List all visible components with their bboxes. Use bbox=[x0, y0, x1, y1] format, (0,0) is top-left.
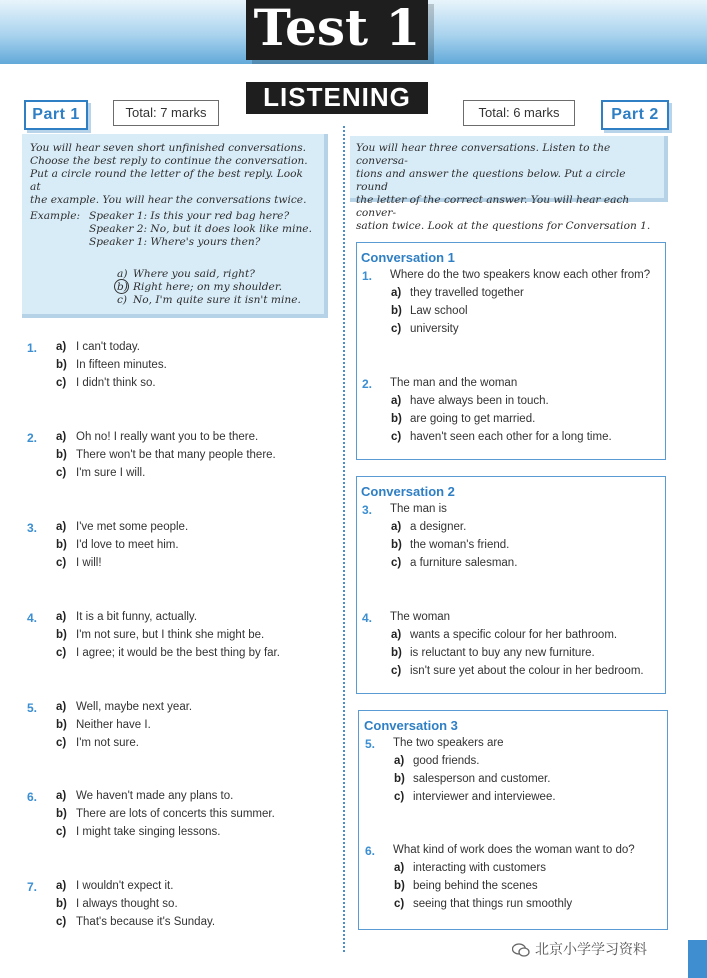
question-text: Where do the two speakers know each other from? bbox=[390, 269, 651, 281]
question-number: 2. bbox=[362, 377, 373, 391]
option-text: I can't today. bbox=[76, 341, 140, 353]
option-text: interacting with customers bbox=[413, 862, 546, 874]
option-text: university bbox=[410, 323, 459, 335]
option-letter[interactable]: b) bbox=[394, 880, 405, 892]
option-letter[interactable]: a) bbox=[56, 431, 67, 443]
option-letter[interactable]: b) bbox=[391, 305, 402, 317]
column-divider bbox=[343, 126, 345, 952]
option-letter[interactable]: c) bbox=[56, 737, 67, 749]
option-text: haven't seen each other for a long time. bbox=[410, 431, 612, 443]
instruction-line: sation twice. Look at the questions for Conversation 1. bbox=[356, 220, 651, 232]
instruction-line: You will hear three conversations. Listen to the conversa- bbox=[356, 142, 611, 167]
option-text: wants a specific colour for her bathroom. bbox=[410, 629, 618, 641]
option-text: being behind the scenes bbox=[413, 880, 538, 892]
option-letter[interactable]: b) bbox=[56, 359, 67, 371]
wechat-icon bbox=[512, 943, 530, 957]
option-letter[interactable]: c) bbox=[56, 557, 67, 569]
example-option-text: Where you said, right? bbox=[133, 268, 255, 280]
answer-circle-mark bbox=[114, 279, 129, 294]
watermark bbox=[512, 934, 702, 964]
option-letter[interactable]: c) bbox=[56, 467, 67, 479]
option-text: I'd love to meet him. bbox=[76, 539, 179, 551]
example-option-text: No, I'm quite sure it isn't mine. bbox=[133, 294, 301, 306]
option-letter[interactable]: b) bbox=[56, 539, 67, 551]
part2-label: Part 2 bbox=[601, 100, 669, 130]
example-option-letter: a) bbox=[117, 268, 128, 280]
option-letter[interactable]: c) bbox=[394, 791, 405, 803]
option-text: I always thought so. bbox=[76, 898, 178, 910]
option-letter[interactable]: a) bbox=[56, 611, 67, 623]
conversation-title: Conversation 3 bbox=[364, 718, 458, 733]
example-line: Speaker 1: Is this your red bag here? bbox=[89, 210, 290, 222]
option-text: Law school bbox=[410, 305, 468, 317]
option-text: good friends. bbox=[413, 755, 480, 767]
option-letter[interactable]: a) bbox=[394, 755, 405, 767]
option-letter[interactable]: a) bbox=[56, 701, 67, 713]
option-text: have always been in touch. bbox=[410, 395, 549, 407]
option-letter[interactable]: b) bbox=[56, 719, 67, 731]
option-letter[interactable]: c) bbox=[391, 323, 402, 335]
option-text: Well, maybe next year. bbox=[76, 701, 193, 713]
option-text: There are lots of concerts this summer. bbox=[76, 808, 275, 820]
option-text: I didn't think so. bbox=[76, 377, 156, 389]
option-text: That's because it's Sunday. bbox=[76, 916, 216, 928]
option-text: is reluctant to buy any new furniture. bbox=[410, 647, 595, 659]
option-text: There won't be that many people there. bbox=[76, 449, 276, 461]
option-letter[interactable]: a) bbox=[56, 341, 67, 353]
option-text: are going to get married. bbox=[410, 413, 536, 425]
option-letter[interactable]: a) bbox=[391, 395, 402, 407]
question-number: 2. bbox=[27, 431, 38, 445]
option-text: I might take singing lessons. bbox=[76, 826, 221, 838]
option-text: I agree; it would be the best thing by far. bbox=[76, 647, 280, 659]
option-text: a designer. bbox=[410, 521, 467, 533]
instruction-line: Put a circle round the letter of the best reply. Look at bbox=[30, 168, 303, 193]
instruction-line: You will hear seven short unfinished conversations. bbox=[30, 142, 307, 154]
question-text: The two speakers are bbox=[393, 737, 504, 749]
option-text: I'm sure I will. bbox=[76, 467, 146, 479]
example-option-letter: c) bbox=[117, 294, 128, 306]
question-number: 6. bbox=[27, 790, 38, 804]
example-line: Speaker 2: No, but it does look like mine. bbox=[89, 223, 312, 235]
section-title: LISTENING bbox=[246, 82, 428, 114]
option-text: they travelled together bbox=[410, 287, 524, 299]
test-title: Test 1 bbox=[246, 0, 428, 60]
option-letter[interactable]: b) bbox=[56, 629, 67, 641]
part2-total: Total: 6 marks bbox=[463, 100, 575, 126]
question-number: 7. bbox=[27, 880, 38, 894]
option-letter[interactable]: a) bbox=[56, 880, 67, 892]
instruction-line: the letter of the correct answer. You will hear each conver- bbox=[356, 194, 630, 219]
conversation-title: Conversation 1 bbox=[361, 250, 455, 265]
instruction-line: Choose the best reply to continue the conversation. bbox=[30, 155, 308, 167]
question-number: 4. bbox=[362, 611, 373, 625]
part1-label: Part 1 bbox=[24, 100, 88, 130]
instruction-line: tions and answer the questions below. Put a circle round bbox=[356, 168, 626, 193]
option-text: I'm not sure, but I think she might be. bbox=[76, 629, 265, 641]
question-number: 1. bbox=[362, 269, 373, 283]
example-option-letter: b) bbox=[117, 281, 128, 293]
option-letter[interactable]: c) bbox=[56, 377, 67, 389]
question-number: 5. bbox=[27, 701, 38, 715]
question-number: 3. bbox=[362, 503, 373, 517]
option-text: We haven't made any plans to. bbox=[76, 790, 234, 802]
option-letter[interactable]: b) bbox=[56, 898, 67, 910]
option-letter[interactable]: b) bbox=[56, 449, 67, 461]
question-number: 5. bbox=[365, 737, 376, 751]
option-letter[interactable]: a) bbox=[391, 629, 402, 641]
option-text: Oh no! I really want you to be there. bbox=[76, 431, 259, 443]
option-letter[interactable]: a) bbox=[391, 521, 402, 533]
instruction-line: the example. You will hear the conversations twice. bbox=[30, 194, 307, 206]
option-letter[interactable]: b) bbox=[391, 647, 402, 659]
option-text: I will! bbox=[76, 557, 102, 569]
option-letter[interactable]: c) bbox=[391, 665, 402, 677]
option-letter[interactable]: c) bbox=[391, 557, 402, 569]
question-text: What kind of work does the woman want to do? bbox=[393, 844, 635, 856]
option-letter[interactable]: c) bbox=[394, 898, 405, 910]
conversation-title: Conversation 2 bbox=[361, 484, 455, 499]
option-letter[interactable]: b) bbox=[56, 808, 67, 820]
option-letter[interactable]: c) bbox=[56, 826, 67, 838]
option-text: a furniture salesman. bbox=[410, 557, 518, 569]
question-text: The man and the woman bbox=[390, 377, 518, 389]
option-letter[interactable]: a) bbox=[56, 521, 67, 533]
option-text: I'm not sure. bbox=[76, 737, 139, 749]
option-letter[interactable]: b) bbox=[391, 539, 402, 551]
option-text: I've met some people. bbox=[76, 521, 189, 533]
part1-total: Total: 7 marks bbox=[113, 100, 219, 126]
option-text: interviewer and interviewee. bbox=[413, 791, 556, 803]
option-letter[interactable]: a) bbox=[56, 790, 67, 802]
option-text: seeing that things run smoothly bbox=[413, 898, 573, 910]
question-text: The man is bbox=[390, 503, 447, 515]
question-number: 4. bbox=[27, 611, 38, 625]
question-number: 1. bbox=[27, 341, 38, 355]
option-letter[interactable]: c) bbox=[56, 916, 67, 928]
option-letter[interactable]: c) bbox=[391, 431, 402, 443]
option-text: In fifteen minutes. bbox=[76, 359, 167, 371]
option-letter[interactable]: a) bbox=[394, 862, 405, 874]
option-letter[interactable]: c) bbox=[56, 647, 67, 659]
question-text: The woman bbox=[390, 611, 451, 623]
option-text: salesperson and customer. bbox=[413, 773, 551, 785]
example-line: Speaker 1: Where's yours then? bbox=[89, 236, 261, 248]
option-text: Neither have I. bbox=[76, 719, 151, 731]
question-number: 3. bbox=[27, 521, 38, 535]
option-text: isn't sure yet about the colour in her bedroom. bbox=[410, 665, 644, 677]
watermark-text: 北京小学学习资料 bbox=[535, 941, 647, 957]
option-text: I wouldn't expect it. bbox=[76, 880, 174, 892]
option-text: the woman's friend. bbox=[410, 539, 510, 551]
part2-instructions bbox=[350, 136, 668, 232]
question-number: 6. bbox=[365, 844, 376, 858]
option-letter[interactable]: a) bbox=[391, 287, 402, 299]
option-letter[interactable]: b) bbox=[391, 413, 402, 425]
example-label: Example: bbox=[30, 210, 81, 222]
option-text: It is a bit funny, actually. bbox=[76, 611, 198, 623]
example-option-text: Right here; on my shoulder. bbox=[133, 281, 283, 293]
option-letter[interactable]: b) bbox=[394, 773, 405, 785]
